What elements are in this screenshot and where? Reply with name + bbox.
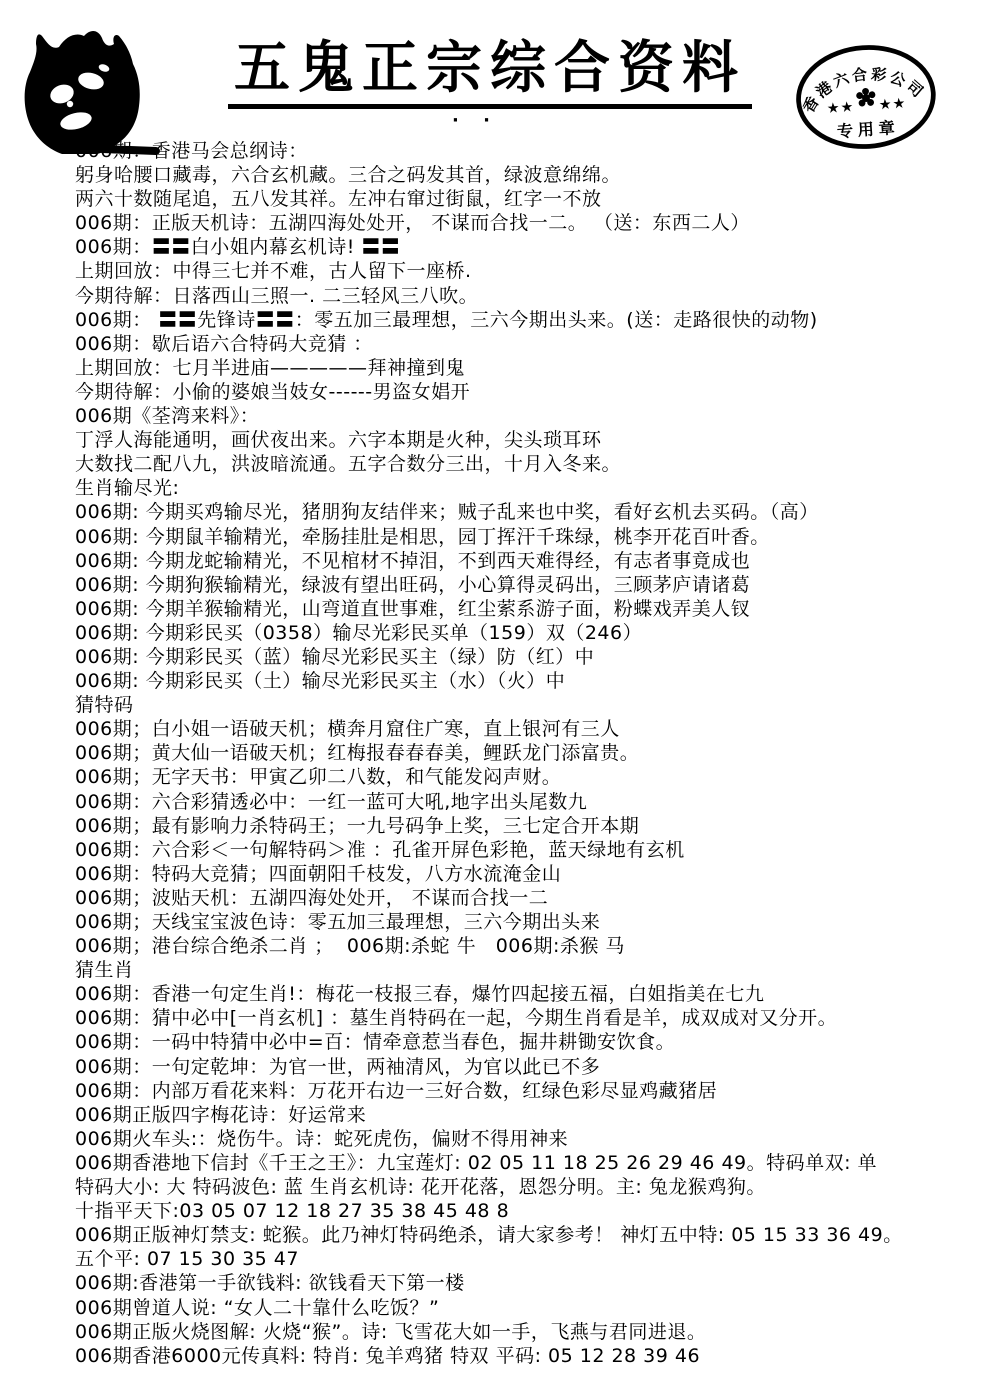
text-line: 006期：香港一句定生肖!：梅花一枝报三春，爆竹四起接五福，白姐指美在七九 [75, 983, 765, 1006]
text-line: 今期待解：日落西山三照一. 二三轻风三八吹。 [75, 284, 479, 307]
stamp-stars-left: ★★ [826, 99, 855, 118]
stamp-arc-text: 香港六合彩公司 [799, 65, 929, 116]
text-line: 006期正版火烧图解: 火烧“猴”。诗: 飞雪花大如一手，飞燕与君同进退。 [75, 1320, 707, 1343]
text-line: 006期；无字天书：甲寅乙卯二八数，和气能发闷声财。 [75, 766, 562, 789]
text-line: 006期；波贴天机：五湖四海处处开， 不谋而合找一二 [75, 886, 549, 909]
text-line: 006期：〓〓白小姐内幕玄机诗! 〓〓 [75, 236, 401, 259]
text-line: 006期火车头:：烧伤牛。诗：蛇死虎伤，偏财不得用神来 [75, 1127, 569, 1150]
stamp-flower-icon [856, 87, 876, 107]
text-line: 006期: 今期狗猴输精光，绿波有望出旺码，小心算得灵码出，三顾茅庐请诸葛 [75, 573, 751, 596]
text-line: 生肖输尽光: [75, 477, 180, 500]
text-line: 006期: 今期买鸡输尽光，猪朋狗友结伴来；贼子乱来也中奖，看好玄机去买码。（高） [75, 501, 819, 524]
text-line: 今期待解：小偷的婆娘当妓女------男盗女娼开 [75, 380, 471, 403]
text-line: 006期：一码中特猜中必中=百：情牵意惹当春色，掘井耕锄安饮食。 [75, 1031, 676, 1054]
text-line: 十指平天下:03 05 07 12 18 27 35 38 45 48 8 [75, 1200, 510, 1223]
text-line: 006期: 今期龙蛇输精光，不见棺材不掉泪，不到西天难得经，有志者事竟成也 [75, 549, 751, 572]
text-line: 五个平: 07 15 30 35 47 [75, 1248, 299, 1271]
text-line: 丁浮人海能通明，画伏夜出来。六字本期是火种，尖头琐耳环 [75, 429, 602, 452]
text-line: 006期：正版天机诗：五湖四海处处开， 不谋而合找一二。 （送：东西二人） [75, 212, 750, 235]
text-line: 006期正版四字梅花诗：好运常来 [75, 1103, 367, 1126]
text-line: 006期：一句定乾坤：为官一世，两袖清风，为官以此已不多 [75, 1055, 601, 1078]
text-line: 006期香港6000元传真料: 特肖: 兔羊鸡猪 特双 平码: 05 12 28 39 46 [75, 1344, 701, 1367]
text-line: 006期：香港马会总纲诗： [75, 140, 308, 162]
text-line: 006期：猜中必中[一肖玄机] ：墓生肖特码在一起，今期生肖看是羊，成双成对又分开。 [75, 1007, 838, 1030]
text-line: 两六十数随尾追，五八发其祥。左冲右窜过街鼠，红字一不放 [75, 188, 602, 211]
text-line: 006期：六合彩＜一句解特码＞准 ：孔雀开屏色彩艳，蓝天绿地有玄机 [75, 838, 685, 861]
title-dots: · · [452, 110, 499, 131]
text-line: 006期香港地下信封《千王之王》：九宝莲灯: 02 05 11 18 25 26 29 46 49。特码单双: 单 [75, 1151, 878, 1174]
text-line: 006期: 今期彩民买（蓝）输尽光彩民买主（绿）防（红）中 [75, 645, 595, 668]
text-line: 006期曾道人说: “女人二十靠什么吃饭？” [75, 1296, 440, 1319]
text-line: 006期: 今期彩民买（0358）输尽光彩民买单（159）双（246） [75, 621, 643, 644]
text-line: 006期《荃湾来料》： [75, 405, 260, 428]
text-line: 006期；最有影响力杀特码王；一九号码争上奖，三七定合开本期 [75, 814, 640, 837]
stamp-stars-right: ★★ [878, 95, 907, 114]
text-line: 猜生肖 [75, 959, 134, 982]
text-line: 006期；白小姐一语破天机；横奔月窟住广寒，直上银河有三人 [75, 718, 620, 741]
ghost-logo-icon [18, 24, 160, 154]
text-line: 006期；港台综合绝杀二肖 ； 006期:杀蛇 牛 006期:杀猴 马 [75, 935, 625, 958]
text-line: 大数找二配八九，洪波暗流通。五字合数分三出，十月入冬来。 [75, 453, 622, 476]
text-line: 006期：内部万看花来料：万花开右边一三好合数，红绿色彩尽显鸡藏猪居 [75, 1079, 718, 1102]
text-line: 006期： 〓〓先锋诗〓〓：零五加三最理想，三六今期出头来。(送：走路很快的动物) [75, 308, 818, 331]
text-line: 006期:香港第一手欲钱料: 欲钱看天下第一楼 [75, 1272, 465, 1295]
text-line: 006期；天线宝宝波色诗：零五加三最理想，三六今期出头来 [75, 911, 601, 933]
text-line: 006期：特码大竞猜；四面朝阳千枝发，八方水流淹金山 [75, 862, 562, 885]
text-line: 006期: 今期鼠羊输精光，牵肠挂肚是相思，园丁挥汗千珠绿，桃李开花百叶香。 [75, 525, 770, 548]
text-line: 006期正版神灯禁支: 蛇猴。此乃神灯特码绝杀，请大家参考！ 神灯五中特: 05 15 33 36 49。 [75, 1224, 903, 1247]
stamp-bottom-text: 专用章 [836, 117, 901, 142]
text-line: 躬身哈腰口藏毒，六合玄机藏。三合之码发其首，绿波意绵绵。 [75, 164, 622, 187]
text-line: 006期；黄大仙一语破天机；红梅报春春春美，鲤跃龙门添富贵。 [75, 742, 640, 765]
text-line: 上期回放：中得三七并不难，古人留下一座桥. [75, 260, 472, 283]
text-line: 006期: 今期彩民买（土）输尽光彩民买主（水）（火）中 [75, 670, 566, 693]
text-body [75, 139, 1005, 1368]
text-line: 猜特码 [75, 694, 134, 717]
text-line: 上期回放：七月半进庙—————拜神撞到鬼 [75, 356, 466, 379]
text-line: 006期：歇后语六合特码大竞猜 ： [75, 332, 373, 355]
page-title: 五鬼正宗综合资料 [228, 34, 752, 109]
text-line: 特码大小: 大 特码波色: 蓝 生肖玄机诗: 花开花落，恩怨分明。主: 兔龙猴鸡狗。 [75, 1176, 766, 1199]
text-line: 006期: 今期羊猴输精光，山弯道直世事难，红尘萦系游子面，粉蝶戏弄美人钗 [75, 597, 751, 620]
text-line: 006期：六合彩猜透必中：一红一蓝可大吼,地字出头尾数九 [75, 790, 588, 813]
